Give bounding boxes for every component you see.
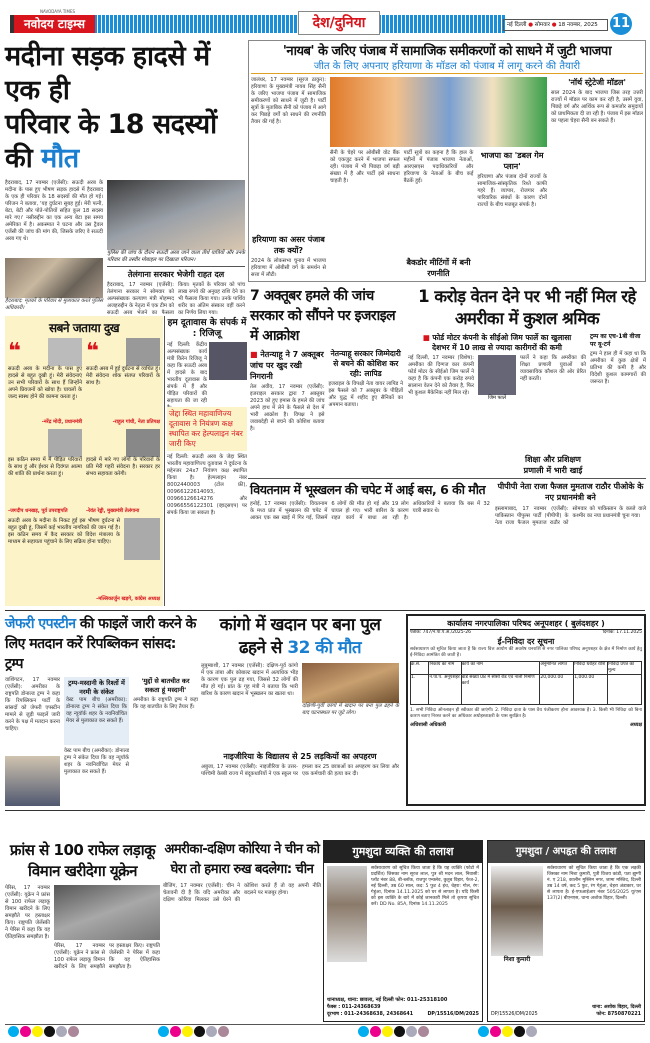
- lead-headline-line1: मदीना सड़क हादसे में एक ही: [5, 41, 210, 106]
- quote-4-photo: [126, 429, 160, 457]
- tender-cell: 1.: [411, 675, 429, 705]
- israel-body-1: तेल अवीव, 17 नवम्बर (एजेंसी): इजराइल सरकार द्वारा 7 अक्तूबर 2023 को हुए हमास के हमले की जांच अपने हाथ में लेने के फैसले से देश में भारी आक्रोश है। विपक्ष ने इसे जवाबदेही से बचने की कोशिश बताया है।: [250, 384, 325, 432]
- vietnam-headline: वियतनाम में भूस्खलन की चपेट में आई बस, 6 की मौत: [250, 482, 486, 497]
- bjp-body-4: साल 2024 के बाद भाजपा जिस तरह उत्तरी राज्यों में मॉडल पर काम कर रही है, उसमें युवा, पिछड़े वर्ग और आर्थिक रूप से कमजोर समुदायों को प्राथमिकता दी जा रही है। पंजाब में इस मॉडल का पहला चेहरा सैनी बन सकते हैं।: [551, 90, 643, 124]
- missing-person-title: गुमशुदा व्यक्ति की तलाश: [324, 841, 482, 863]
- section-label: देश/दुनिया: [298, 11, 380, 35]
- lead-headline-highlight: मौत: [41, 143, 79, 174]
- workers-headline: 1 करोड़ वेतन देने पर भी नहीं मिल रहे अमरीका में कुशल श्रमिक: [418, 287, 636, 328]
- missing-girl-title: गुमशुदा / अपहृत की तलाश: [488, 841, 644, 863]
- quote-2: सऊदी अरब में हुई दुर्घटना से व्यथित हूं। मेरी संवेदना शोक संतप्त परिवारों के साथ है।: [86, 366, 160, 386]
- epstein-body-2: अमरीका के राष्ट्रपति ट्रम्प ने कहा कि वह बातचीत के लिए तैयार हैं।: [133, 697, 198, 710]
- quote-5-photo: [124, 518, 160, 560]
- workers-sub-3: ट्रम्प का एच-1बी वीजा पर यू-टर्न: [590, 333, 641, 348]
- rafale-body-cont: पेरिस, 17 नवम्बर (एजेंसी): यूक्रेन ने फ्रांस से 100 राफेल लड़ाकू विमान खरीदने के लिए समझौते पर हस्ताक्षर किए। राष्ट्रपति जेलेंस्की ने पेरिस में कहा कि यह ऐतिहासिक समझौता है।: [54, 943, 160, 970]
- epstein-sub-1: ट्रम्प-मस्दानी के रिश्तों में नरमी के संकेत: [68, 679, 125, 696]
- tender-cell: 1,000.00: [574, 675, 608, 705]
- workers-sub-1: ■ फोर्ड मोटर कंपनी के सीईओ जिम फार्ले का खुलासा: [422, 333, 572, 342]
- congo-story: [201, 614, 399, 806]
- rijiju-headline: हम दूतावास के संपर्क में : रिजिजू: [167, 318, 247, 339]
- missing-girl-photo: [491, 866, 543, 956]
- tender-office: कार्यालय नगरपालिका परिषद अनूपशहर ( बुलंदशहर ): [410, 618, 642, 630]
- tender-col: कार्य का नाम: [461, 662, 540, 675]
- missing-person-phone: दूरभाष : 011-24368638, 24368641: [327, 1012, 414, 1017]
- workers-sub-1b: देशभर में 10 लाख से ज्यादा कारीगरों की कमी: [432, 343, 562, 352]
- quote-icon: ❝: [86, 339, 99, 364]
- israel-headline: 7 अक्तूबर हमले की जांच सरकार को सौंपने पर इजराइल में आक्रोश: [250, 288, 396, 344]
- congo-headline-part: ढहने से: [238, 638, 288, 658]
- bjp-headline-rest: के जरिए पंजाब में सामाजिक समीकरणों को साधने में जुटी भाजपा: [313, 44, 612, 59]
- quote-1-photo: [48, 338, 82, 366]
- lead-photo-caption: पुलिस की जांच के दौरान सऊदी अरब जाने वाला तीर्थ यात्रियों और उनके परिवार की तस्वीर मोबाइल पर दिखाता परिजन।: [107, 250, 245, 267]
- farley-photo: [478, 355, 516, 395]
- tender-col: निविदा धरोहर राशि: [574, 662, 608, 675]
- missing-person-contact: थानाध्यक्ष, थाना: छावला, नई दिल्ली फोन: 011-25318100: [327, 997, 448, 1003]
- epstein-body-1-cont: वेस्ट पाम बीच (अमरीका): डोनाल्ड ट्रम्प ने संकेत दिया कि वह न्यूयॉर्क शहर के नवनिर्वाचित मेयर से मुलाकात कर सकते हैं।: [64, 748, 129, 775]
- missing-person-notice: [323, 840, 483, 1022]
- missing-girl-code: DP/15526/DM/2025: [491, 1012, 538, 1017]
- bjp-sub-3: भाजपा का 'डबल गेम प्लान': [480, 151, 544, 171]
- epstein-headline-name: जेफरी एपस्टीन: [5, 616, 76, 632]
- quote-4: हादसे में मारे गए लोगों के परिवारों के प्रति मेरी गहरी संवेदना है। सरकार हर संभव सहायता करेगी।: [86, 457, 160, 477]
- bjp-sub-4: 'नॉर्थ स्ट्रेटेजी मॉडल': [568, 78, 626, 87]
- workers-body-2: फार्ले ने कहा कि अमरीका की शिक्षा प्रणाली युवाओं को व्यावसायिक कौशल की ओर प्रेरित नहीं करती।: [520, 355, 586, 382]
- telangana-headline: तेलंगाना सरकार भेजेगी राहत दल: [127, 270, 225, 279]
- bjp-body-3: हरियाणा और पंजाब दोनों राज्यों के सामाजिक-सांस्कृतिक रिश्ते काफी गहरे हैं। व्यापार, रोजगार और पारिवारिक संबंधों के कारण दोनों राज्यों के बीच मजबूत संपर्क है।: [477, 174, 548, 208]
- tender-terms: 1. सभी निविदा ऑनलाइन ही स्वीकार की जाएंगी। 2. निविदा दाता के पास वैध पंजीकरण होना आवश्यक है। 3. किसी भी निविदा को बिना कारण बताए निरस्त करने का अधिकार अधोहस्ताक्षरी के पास सुरक्षित है।: [410, 708, 642, 719]
- missing-girl-body: सर्वसाधारण को सूचित किया जाता है कि एक लड़की जिसका नाम निशा कुमारी, पुत्री विजय कांडी, पता झुग्गी नं. ए 218, कालीन मुस्लिम नगर, जामा मस्जिद, दिल्ली उम्र 14 वर्ष, कद 5 फुट, रंग गेहुंआ, चेहरा अंडाकार, घर से लापता है। ई-एफआईआर नंबर 505/2025 यू/एस 137(2) बीएनएस, थाना अशोक विहार, दिल्ली।: [547, 866, 641, 901]
- condolence-box: [5, 316, 163, 606]
- bjp-headline: [251, 43, 643, 60]
- missing-girl-contact: थाना: अशोक विहार, दिल्ली: [592, 1005, 641, 1010]
- missing-girl-phone: फोन: 8750870221: [596, 1012, 641, 1017]
- quote-3: इस कठिन समय में मैं पीड़ित परिवारों के साथ हूं और ईश्वर से दिवंगत आत्मा की शांति की प्रार्थना करता हूं।: [8, 457, 82, 477]
- tender-cell: 20,000.00: [540, 675, 574, 705]
- quote-5: सऊदी अरब के मदीना के निकट हुई इस भीषण दुर्घटना से बहुत दुखी हूं, जिसमें कई भारतीय नागरिकों की जान गई है। इस कठिन समय में कैद सरकार को विदेश मंत्रालय के माध्यम से सहायता पहुंचाने के लिए सक्रिय होना चाहिए।: [8, 518, 120, 545]
- tender-ref: पत्रांक: 747/न.पा.प.अ./2025-26: [410, 630, 471, 635]
- vietnam-story: [250, 481, 490, 605]
- farley-name: जिम फार्ले: [487, 395, 507, 401]
- date: 18 नवम्बर, 2025: [558, 22, 598, 28]
- israel-sub-1: ■ नेतन्याहू ने 7 अक्तूबर जांच पर खुद रखी निगरानी: [250, 350, 324, 381]
- korea-story: [163, 840, 321, 1023]
- bjp-sub-1: हरियाणा का असर पंजाब तक क्यों?: [252, 235, 325, 255]
- rijiju-photo: [209, 342, 247, 380]
- lead-headline-line2: [5, 108, 245, 176]
- tender-cell: वार्ड संख्या 08 में सीसी रोड एवं नाली निर्माण कार्य: [461, 675, 540, 705]
- rafale-headline: फ्रांस से 100 राफेल लड़ाकू विमान खरीदेगा यूक्रेन: [9, 841, 156, 880]
- hyderabad-photo: [5, 258, 103, 298]
- tender-date: दिनांक: 17.11.2025: [602, 630, 642, 635]
- quote-1-by: -नरेंद्र मोदी, प्रधानमंत्री: [41, 419, 82, 425]
- bjp-story-box: [248, 40, 646, 282]
- lead-story: [5, 40, 245, 316]
- tender-notice: [406, 614, 646, 806]
- newspaper-logo: नवोदय टाइम्स: [10, 15, 95, 33]
- pok-body: इस्लामाबाद, 17 नवम्बर (एजेंसी): पाकिस्तान पीपुल्स पार्टी (पीपीपी) के नेता राजा फैजल मुमताज राठौर को सोमवार को पाकिस्तान के कब्जे वाले कश्मीर का नया प्रधानमंत्री चुना गया।: [495, 506, 646, 526]
- telangana-body: हैदराबाद, 17 नवम्बर (एजेंसी): तेलंगाना सरकार ने सोमवार को अल्पसंख्यक कल्याण मंत्री मोहम्मद अजहरुद्दीन के नेतृत्व में एक टीम को सऊदी अरब भेजने का फैसला किया। मृतकों के परिवार को पांच लाख रुपये की अनुग्रह राशि देने का भी फैसला किया गया। उनके पार्थिव शरीर का अंतिम संस्कार वहीं करने का निर्णय लिया गया।: [107, 282, 245, 316]
- bjp-body-2: सैनी के चेहरे पर ओबीसी वोट बैंक को एकजुट करने में भाजपा सफल रही। पंजाब में भी पिछड़ा वर्ग बड़ी संख्या में है और पार्टी इसे साधना चाहती है।: [330, 150, 400, 184]
- tender-col: अनुमानित लागत: [540, 662, 574, 675]
- korea-headline: अमरीका-दक्षिण कोरिया ने चीन को घेरा तो हमारा रुख बदलेगा: चीन: [164, 842, 320, 877]
- congo-body: लुबुम्बाशी, 17 नवम्बर (एजेंसी): दक्षिण-पूर्व कांगो में एक तांबा और कोबाल्ट खदान में अत्यधिक भीड़ के कारण एक पुल ढह गया, जिससे 32 लोगों की मौत हो गई। प्रांत के गृह मंत्री ने बताया कि भारी बारिश के कारण खदान में भूस्खलन का खतरा था।: [201, 663, 298, 697]
- tender-col: निकाय का नाम: [429, 662, 461, 675]
- israel-story: [250, 286, 403, 476]
- color-registration-marks: [8, 1026, 648, 1040]
- israel-body-2: इजराइल के विपक्षी नेता यायर लापिड ने इस फैसले को 7 अक्तूबर के पीड़ितों और युद्ध में शहीद हुए सैनिकों का अपमान बताया।: [328, 381, 403, 408]
- epstein-headline: [5, 614, 198, 674]
- embassy-box-body: नई दिल्ली: सऊदी अरब के जेद्दा स्थित भारतीय महावाणिज्य दूतावास ने दुर्घटना के मद्देनजर 24x7 नियंत्रण कक्ष स्थापित किया है। हेल्पलाइन नंबर 8002440003 (टोल फ्री), 00966122614093, 00966126614276 और 00966556122301 (व्हाट्सएप) पर संपर्क किया जा सकता है।: [167, 454, 247, 516]
- workers-body-1: नई दिल्ली, 17 नवम्बर (विशेष): अमरीका की दिग्गज कार कंपनी फोर्ड मोटर के सीईओ जिम फार्ले ने कहा है कि कंपनी एक करोड़ रुपये सालाना वेतन देने को तैयार है, फिर भी कुशल मैकेनिक नहीं मिल रहे।: [408, 355, 474, 396]
- rijiju-story: [167, 318, 247, 606]
- rafale-photo: [54, 885, 160, 940]
- workers-sub-2: शिक्षा और प्रशिक्षण प्रणाली में भारी खाई: [523, 455, 583, 475]
- rijiju-body: नई दिल्ली: केंद्रीय अल्पसंख्यक कार्य मंत्री किरेन रिजिजू ने कहा कि सऊदी अरब में हादसे के बाद भारतीय दूतावास के संपर्क में हैं और पीड़ित परिवारों की सहायता की जा रही: [167, 342, 207, 404]
- tender-title: ई-निविदा दर सूचना: [497, 637, 555, 646]
- day: सोमवार: [534, 22, 550, 28]
- bjp-body-1: जालंधर, 17 नवम्बर (सूरज ठाकुर): हरियाणा के मुख्यमंत्री नायब सिंह सैनी के जरिए भाजपा पंजाब में सामाजिक समीकरणों को साधने में जुटी है। पार्टी सूत्रों के मुताबिक सैनी को पंजाब में आगे कर पिछड़े वर्गों को साधने की रणनीति तैयार की गई है।: [251, 77, 326, 125]
- workers-body-3: ट्रम्प ने हाल ही में कहा था कि अमरीका में कुछ क्षेत्रों में प्रतिभा की कमी है और विदेशी कुशल कामगारों की जरूरत है।: [590, 351, 646, 385]
- tender-table: [410, 661, 642, 705]
- quote-2-photo: [126, 338, 160, 366]
- trump-musk-box: [64, 677, 129, 745]
- bjp-body-2b: पार्टी सूत्रों का कहना है कि हाल के महीनों में पंजाब भाजपा नेताओं, आरएसएस पदाधिकारियों और हरियाणा के नेताओं के बीच कई बैठकें हुईं।: [403, 150, 474, 184]
- congo-headline-highlight: 32 की मौत: [287, 638, 362, 658]
- bjp-photo: [330, 77, 547, 147]
- lead-headline: [5, 40, 245, 176]
- epstein-body-1: वेस्ट पाम बीच (अमरीका): डोनाल्ड ट्रम्प ने संकेत दिया कि वह न्यूयॉर्क शहर के नवनिर्वाचित मेयर से मुलाकात कर सकते हैं।: [66, 697, 127, 724]
- pok-story: [495, 481, 646, 605]
- missing-person-fax: फैक्स : 011-24368639: [327, 1005, 381, 1010]
- hyderabad-photo-caption: हैदराबाद: मृतकों के परिवार से मुलाकात करते पुलिस अधिकारी।: [5, 298, 103, 311]
- congo-headline: [201, 614, 399, 660]
- rafale-story: [5, 840, 160, 1023]
- trump-photo: [5, 756, 60, 806]
- nigeria-body: अबुजा, 17 नवम्बर (एजेंसी): नाइजीरिया के उत्तर-पश्चिमी केब्बी राज्य में बंदूकधारियों ने एक स्कूल पर हमला कर 25 छात्राओं का अपहरण कर लिया और एक कर्मचारी की हत्या कर दी।: [201, 764, 399, 777]
- epstein-headline-rest: की फाइलें जारी करने के लिए मतदान करें रिपब्लिकन सांसद: ट्रम्प: [5, 616, 196, 672]
- bjp-sub-2: बैकडोर मीटिंगों में बनी रणनीति: [406, 258, 471, 278]
- quote-3-photo: [48, 429, 82, 457]
- quote-icon: ❝: [8, 339, 21, 364]
- page-header: [0, 0, 650, 40]
- lead-body: हैदराबाद, 17 नवम्बर (एजेंसी): सऊदी अरब के मदीना के पास हुए भीषण सड़क हादसे में हैदराबाद के एक ही परिवार के 18 सदस्यों की मौत हो गई। परिजन ने बताया, 'यह दुर्घटना सुबह हुई। मेरी पत्नी, बेटा, बेटी और पोते-पोतियों सहित कुल 18 सदस्य मारे गए।' नसीरुद्दीन का एक अन्य बेटा इस समय अमेरिका में है। अकस्मात ने घटना और उस ट्रैवल एजेंसी की जांच की मांग की, जिसके जरिए वे सऊदी अरब गए थे।: [5, 180, 103, 242]
- tender-sign-right: अध्यक्ष: [629, 722, 642, 728]
- tender-col: निविदा प्रपत्र का मूल्य: [608, 662, 642, 675]
- korea-body: बीजिंग, 17 नवम्बर (एजेंसी): चीन ने चेतावनी दी है कि यदि अमरीका और दक्षिण कोरिया मिलकर उसे घेरने की कोशिश करते हैं तो वह अपनी नीति बदलने पर मजबूर होगा।: [163, 883, 321, 903]
- missing-person-photo: [327, 866, 367, 962]
- missing-girl-name: निशा कुमारी: [503, 956, 531, 963]
- condolence-title: सबने जताया दुख: [48, 321, 120, 335]
- quote-2-by: -राहुल गांधी, नेता प्रतिपक्ष: [112, 419, 160, 425]
- masthead-small-label: NAVODAYA TIMES: [40, 9, 76, 14]
- nigeria-headline: नाइजीरिया के विद्यालय से 25 लड़कियों का अपहरण: [223, 752, 377, 761]
- israel-sub-1-text: नेतन्याहू ने 7 अक्तूबर जांच पर खुद रखी निगरानी: [250, 350, 324, 381]
- lead-headline-part: परिवार के 18 सदस्यों की: [5, 109, 217, 174]
- lead-photo: [107, 180, 245, 250]
- vietnam-body: हनोई, 17 नवम्बर (एजेंसी): वियतनाम के मध्य प्रांत में भूस्खलन की चपेट में आकर एक बस खाई में गिर गई, जिसमें 6 लोगों की मौत हो गई और 19 लोग घायल हो गए। भारी बारिश के कारण राहत कार्य में बाधा आ रही है। अधिकारियों ने बताया कि बस में 32 यात्री सवार थे।: [250, 501, 490, 521]
- city: नई दिल्ली: [507, 22, 527, 28]
- embassy-box-headline: जेद्दा स्थित महावाणिज्य दूतावास ने नियंत्रण कक्ष स्थापित कर हेल्पलाइन नंबर जारी किए: [167, 407, 247, 451]
- tender-intro: सर्वसाधारण को सूचित किया जाता है कि राज्य वित्त आयोग की अवशेष धनराशि से नगर पालिका परिषद अनूपशहर के क्षेत्र में निर्माण कार्य हेतु ई-निविदा आमंत्रित की जाती है।: [410, 647, 642, 658]
- missing-girl-notice: [487, 840, 645, 1022]
- bjp-body-1b: 2024 के लोकसभा चुनाव में भाजपा हरियाणा में ओबीसी वर्ग के समर्थन से सत्ता में लौटी।: [251, 258, 326, 278]
- congo-caption: दक्षिणी-पूर्वी कांगो में खदान पर बना पुल ढहने के बाद घटनास्थल पर जुटे लोग।: [302, 703, 399, 716]
- bjp-subhead: जीत के लिए अपनाए हरियाणा के मॉडल को पंजाब में लागू करने की तैयारी: [251, 60, 643, 74]
- rafale-body: पेरिस, 17 नवम्बर (एजेंसी): यूक्रेन ने फ्रांस से 100 राफेल लड़ाकू विमान खरीदने के लिए समझौते पर हस्ताक्षर किए। राष्ट्रपति जेलेंस्की ने पेरिस में कहा कि यह ऐतिहासिक समझौता है।: [5, 885, 50, 940]
- quote-1: सऊदी अरब के मदीना के पास हुए हादसे से बहुत दुखी हूं। मेरी संवेदनाएं उन सभी परिवारों के साथ हैं जिन्होंने अपने प्रियजनों को खोया है। घायलों के जल्द स्वस्थ होने की कामना करता हूं।: [8, 366, 82, 400]
- missing-person-body: सर्वसाधारण को सूचित किया जाता है कि यह व्यक्ति (फोटो में प्रदर्शित) जिसका नाम सूरज लाल, पुत्र श्री मदन लाल, निवासी: प्लॉट नंबर 88, बी-ब्लॉक, राजपुर एन्क्लेव, कुतुब विहार, फेज-2, नई दिल्ली, उम्र 60 साल, कद: 5 फुट 4 इंच, चेहरा: गोल, रंग: गेहुंआ, दिनांक 14.11.2025 को घर से लापता है। यदि किसी को इस व्यक्ति के बारे में कोई जानकारी मिले तो कृपया सूचित करें। DD No. 85A, दिनांक 14.11.2025: [371, 866, 479, 907]
- date-line: नई दिल्ली ● सोमवार ● 18 नवम्बर, 2025: [503, 19, 608, 31]
- israel-sub-2: नेतन्याहू सरकार जिम्मेदारी से बचने की कोशिश कर रही: लापिड: [330, 349, 401, 378]
- tender-cell: न.पा.प. अनूपशहर: [429, 675, 461, 705]
- quote-4-by: -रेवंत रेड्डी, मुख्यमंत्री तेलंगाना: [86, 508, 140, 514]
- epstein-body: वाशिंगटन, 17 नवम्बर (एजेंसी): अमरीका के राष्ट्रपति डोनाल्ड ट्रम्प ने कहा कि रिपब्लिकन पार्टी के सांसदों को जेफरी एपस्टीन मामले से जुड़ी फाइलें जारी करने के पक्ष में मतदान करना चाहिए।: [5, 677, 60, 732]
- page-number: 11: [610, 13, 632, 35]
- bjp-headline-quote: 'नायब': [282, 44, 314, 59]
- workers-story: [408, 286, 646, 476]
- missing-person-code: DP/15516/DM/2025: [427, 1012, 479, 1017]
- quote-5-by: -मल्लिकार्जुन खड़गे, कांग्रेस अध्यक्ष: [96, 596, 160, 602]
- congo-headline-line1: कांगो में खदान पर बना पुल: [219, 615, 381, 635]
- epstein-story: [5, 614, 198, 806]
- congo-photo: [302, 663, 399, 703]
- quote-3-by: -जगदीप धनखड़, पूर्व उपराष्ट्रपति: [8, 508, 68, 514]
- epstein-sub-2: 'मुद्दों से बातचीत कर सकता हूं मस्दानी': [141, 677, 190, 694]
- pok-headline: पीपीपी नेता राजा फैजल मुमताज राठौर पीओके के नए प्रधानमंत्री बने: [497, 482, 644, 502]
- congo-headline-line2: [201, 637, 399, 660]
- tender-sign-left: अधिशासी अधिकारी: [410, 722, 446, 728]
- workers-sub-1-text: फोर्ड मोटर कंपनी के सीईओ जिम फार्ले का खुलासा: [432, 333, 572, 342]
- tender-col: क्र.सं.: [411, 662, 429, 675]
